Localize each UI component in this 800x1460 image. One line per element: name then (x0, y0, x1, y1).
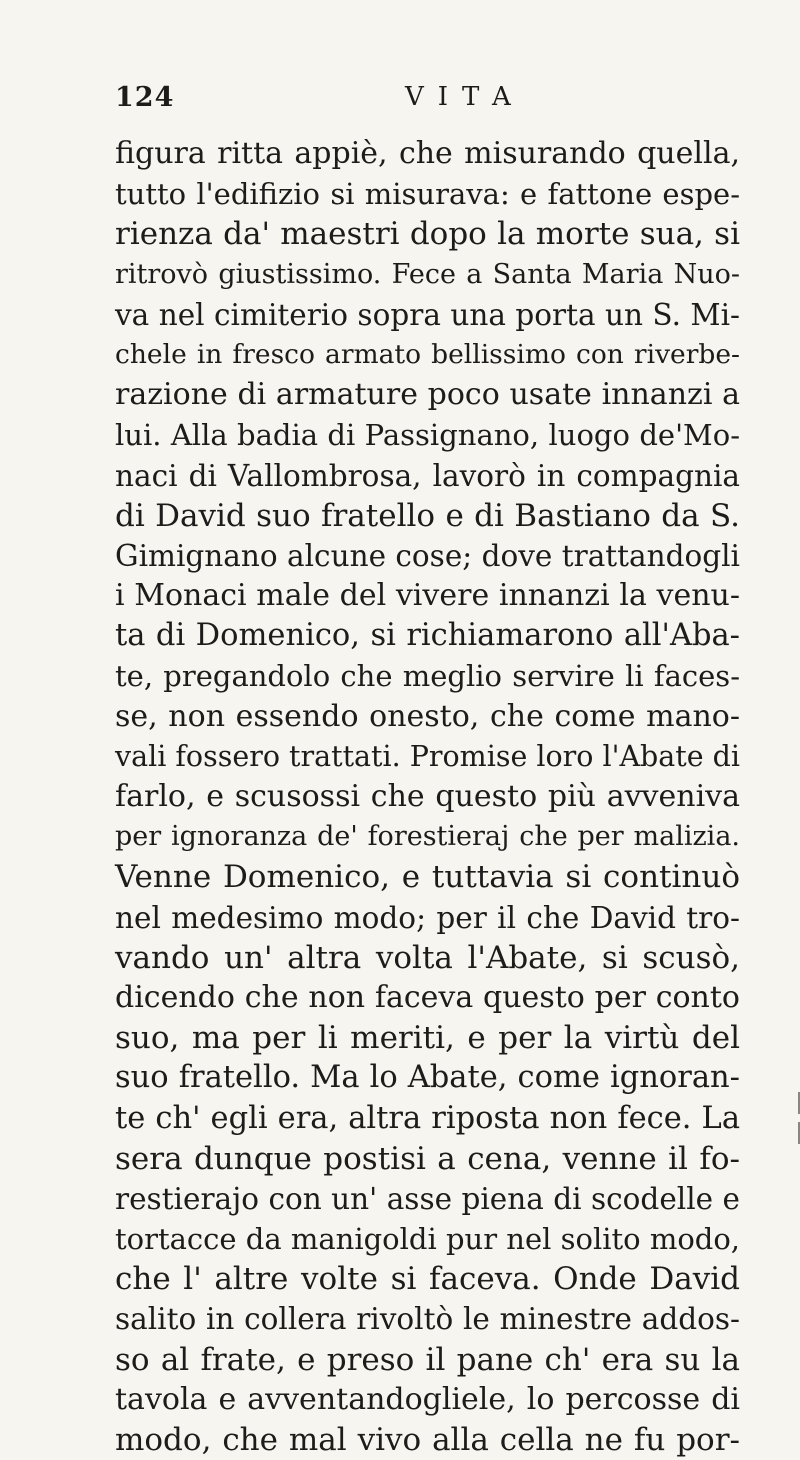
text-line: Gimignano alcune cose; dove trattandogli (115, 538, 740, 573)
text-line: te, pregandolo che meglio servire li faces- (115, 659, 740, 694)
text-line: vali fossero trattati. Promise loro l'Abate di (115, 739, 740, 773)
text-line: tortacce da manigoldi pur nel solito modo, (115, 1222, 741, 1257)
text-line: se, non essendo onesto, che come mano- (115, 698, 740, 734)
text-line: naci di Vallombrosa, lavorò in compagnia (115, 458, 740, 493)
text-line: sera dunque postisi a cena, venne il fo- (115, 1140, 740, 1177)
text-line: tutto l'edifizio si misurava: e fattone espe- (115, 177, 740, 212)
text-line: suo, ma per li meriti, e per la virtù del (115, 1020, 740, 1057)
text-line: figura ritta appiè, che misurando quella, (115, 136, 740, 171)
body-text (115, 134, 740, 1460)
text-line: suo fratello. Ma lo Abate, come ignoran- (115, 1060, 740, 1096)
text-line: che l' altre volte si faceva. Onde David (115, 1261, 740, 1298)
text-line: razione di armature poco usate innanzi a (115, 377, 740, 413)
text-line: ta di Domenico, si richiamarono all'Aba- (115, 618, 740, 654)
page-header (115, 82, 715, 112)
text-line: chele in fresco armato bellissimo con riverbe- (115, 338, 740, 370)
text-line: tavola e avventandogliele, lo percosse di (115, 1381, 740, 1417)
running-head: VITA (405, 82, 525, 112)
text-line: salito in collera rivoltò le minestre addos- (115, 1302, 740, 1337)
text-line: nel medesimo modo; per il che David tro- (115, 900, 740, 935)
text-line: modo, che mal vivo alla cella ne fu por- (115, 1422, 740, 1458)
text-line: te ch' egli era, altra riposta non fece. La (115, 1100, 740, 1136)
text-line: rienza da' maestri dopo la morte sua, si (115, 216, 740, 253)
text-line: restierajo con un' asse piena di scodelle e (115, 1181, 740, 1216)
text-line: lui. Alla badia di Passignano, luogo de'Mo- (115, 418, 740, 453)
text-line: per ignoranza de' forestieraj che per malizia. (115, 821, 740, 853)
text-line: farlo, e scusossi che questo più avveniva (115, 779, 740, 814)
text-line: Venne Domenico, e tuttavia si continuò (115, 859, 740, 896)
text-line: i Monaci male del vivere innanzi la venu- (115, 578, 740, 614)
text-line: va nel cimiterio sopra una porta un S. Mi- (115, 297, 740, 332)
text-line: vando un' altra volta l'Abate, si scusò, (115, 939, 740, 976)
page-number: 124 (115, 82, 175, 113)
text-line: di David suo fratello e di Bastiano da S. (115, 497, 740, 534)
text-line: so al frate, e preso il pane ch' era su la (115, 1341, 740, 1378)
text-line: dicendo che non faceva questo per conto (115, 979, 740, 1015)
text-line: ritrovò giustissimo. Fece a Santa Maria Nuo- (115, 258, 740, 290)
